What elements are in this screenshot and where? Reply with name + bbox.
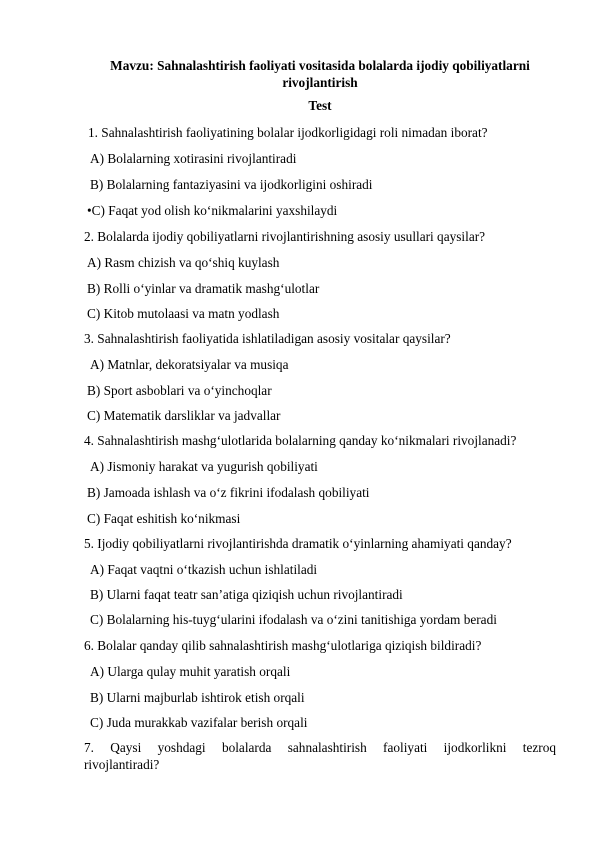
question-4-option-a: A) Jismoniy harakat va yugurish qobiliyati bbox=[90, 459, 318, 474]
question-5-option-b: B) Ularni faqat teatr san’atiga qiziqish uchun rivojlantiradi bbox=[90, 587, 403, 602]
question-7-text-line-1: 7. Qaysi yoshdagi bolalarda sahnalashtirish faoliyati ijodkorlikni tezroq bbox=[84, 740, 556, 755]
question-6-option-a: A) Ularga qulay muhit yaratish orqali bbox=[90, 664, 291, 679]
question-3-option-c: C) Matematik darsliklar va jadvallar bbox=[87, 408, 281, 423]
question-4-option-b: B) Jamoada ishlash va o‘z fikrini ifodalash qobiliyati bbox=[87, 485, 370, 500]
question-5-option-c: C) Bolalarning his-tuyg‘ularini ifodalash va o‘zini tanitishiga yordam beradi bbox=[90, 612, 497, 627]
question-2-option-c: C) Kitob mutolaasi va matn yodlash bbox=[87, 306, 280, 321]
question-2-option-b: B) Rolli o‘yinlar va dramatik mashg‘ulotlar bbox=[87, 281, 320, 296]
question-1-option-c: •C) Faqat yod olish ko‘nikmalarini yaxshilaydi bbox=[87, 203, 338, 218]
question-1-option-b: B) Bolalarning fantaziyasini va ijodkorligini oshiradi bbox=[90, 177, 373, 192]
question-7-text-line-2: rivojlantiradi? bbox=[84, 757, 160, 772]
question-2-option-a: A) Rasm chizish va qo‘shiq kuylash bbox=[87, 255, 280, 270]
question-3-option-a: A) Matnlar, dekoratsiyalar va musiqa bbox=[90, 357, 289, 372]
question-1-option-a: A) Bolalarning xotirasini rivojlantiradi bbox=[90, 151, 297, 166]
question-5-text: 5. Ijodiy qobiliyatlarni rivojlantirishda dramatik o‘yinlarning ahamiyati qanday? bbox=[84, 536, 512, 551]
question-6-option-c: C) Juda murakkab vazifalar berish orqali bbox=[90, 715, 308, 730]
question-4-option-c: C) Faqat eshitish ko‘nikmasi bbox=[87, 511, 241, 526]
document-title-line-1: Mavzu: Sahnalashtirish faoliyati vositasida bolalarda ijodiy qobiliyatlarni bbox=[110, 58, 530, 73]
question-3-option-b: B) Sport asboblari va o‘yinchoqlar bbox=[87, 383, 272, 398]
question-2-text: 2. Bolalarda ijodiy qobiliyatlarni rivojlantirishning asosiy usullari qaysilar? bbox=[84, 229, 486, 244]
question-6-text: 6. Bolalar qanday qilib sahnalashtirish mashg‘ulotlariga qiziqish bildiradi? bbox=[84, 638, 482, 653]
question-5-option-a: A) Faqat vaqtni o‘tkazish uchun ishlatiladi bbox=[90, 562, 318, 577]
document-title-line-2: rivojlantirish bbox=[282, 75, 358, 90]
question-3-text: 3. Sahnalashtirish faoliyatida ishlatiladigan asosiy vositalar qaysilar? bbox=[84, 331, 451, 346]
question-1-text: 1. Sahnalashtirish faoliyatining bolalar ijodkorligidagi roli nimadan iborat? bbox=[88, 125, 488, 140]
question-6-option-b: B) Ularni majburlab ishtirok etish orqali bbox=[90, 690, 305, 705]
question-4-text: 4. Sahnalashtirish mashg‘ulotlarida bolalarning qanday ko‘nikmalari rivojlanadi? bbox=[84, 433, 517, 448]
test-label: Test bbox=[308, 98, 332, 113]
